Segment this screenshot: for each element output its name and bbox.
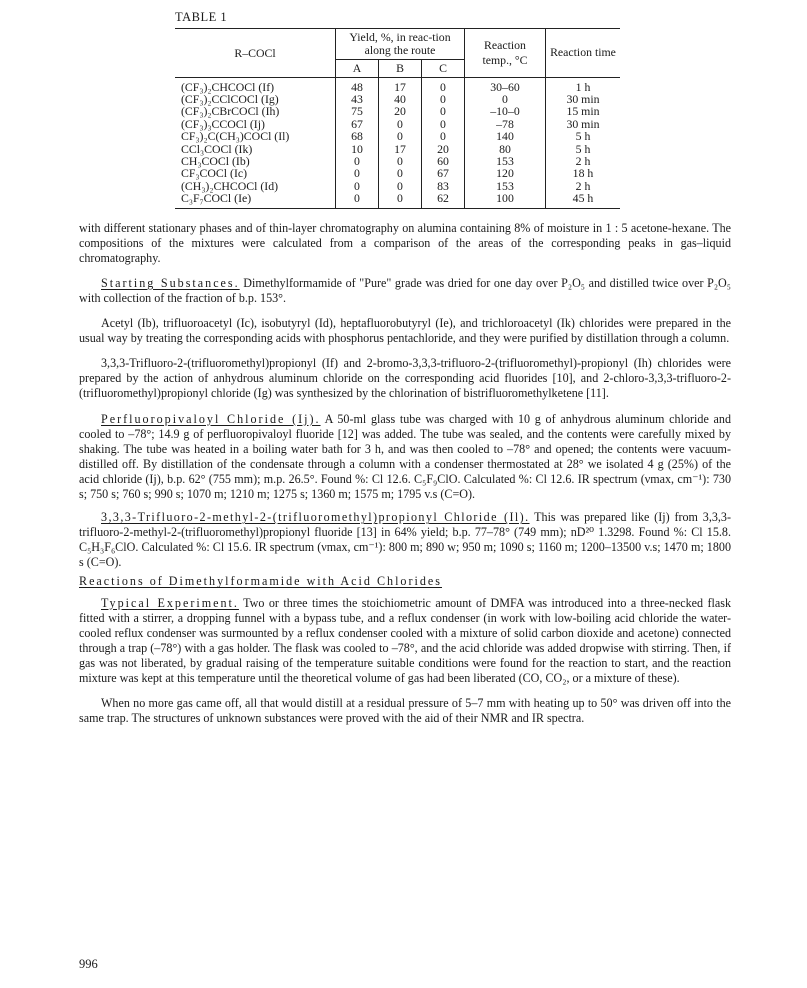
table-cell-c: 62 [422,192,465,208]
paragraph-chromatography: with different stationary phases and of thin-layer chromatography on alumina containing 8% of moisture in 1 : 5 acetone-hexane. The compositions of the mixtures were calculated from a comparison of the areas of the corresponding peaks in gas–liquid chromatography. [79,220,731,265]
page-content [79,10,731,726]
table-cell-compound: C₃F₇COCl (Ie) [175,192,336,208]
heading-starting-substances: Starting Substances. [101,275,240,290]
table-cell-c: 60 [422,155,465,167]
table-cell-b: 0 [379,130,422,142]
table-cell-temp: 100 [465,192,546,208]
paragraph-trifluoro: 3,3,3-Trifluoro-2-(trifluoromethyl)propionyl (If) and 2-bromo-3,3,3-trifluoro-2-(trifluoromethyl)-propionyl (Ih) chlorides were prepared by the action of anhydrous aluminum chloride on the corresponding acid fluorides [10], and 2-chloro-3,3,3-trifluoro-2-(trifluoromethyl)propionyl chloride (Ig) was synthesized by the chlorination of bistrifluoromethylketene [11]. [79,356,731,401]
trifluoromethyl-propionyl-body: This was prepared like (Ij) from 3,3,3-trifluoro-2-methyl-2-(trifluoromethyl)propionyl fluoride [13] in 64% yield; b.p. 77–78° (749 mm); nD²⁰ 1.3298. Found %: Cl 15.8. C₅H₃F₆ClO. Calculated %: Cl 15.6. IR spectrum (νmax, cm⁻¹): 800 m; 890 w; 950 m; 1090 s; 1160 m; 1200–13500 v.s; 1470 m; 1800 s (C=O). [79,510,731,570]
table-cell-c: 20 [422,143,465,155]
table-cell-time: 30 min [566,116,600,131]
table-row [175,77,620,93]
table-cell-a: 0 [336,180,379,192]
table-row [175,130,620,142]
table-cell-b: 0 [379,180,422,192]
table-cell-time: 5 h [575,129,591,144]
page-number: 996 [79,957,98,971]
table-cell-time: 2 h [575,178,591,193]
table-cell-temp: 120 [465,167,546,179]
table-cell-a: 0 [336,167,379,179]
table-cell-a: 68 [336,130,379,142]
table-cell-compound: CF₃)₂C(CH₃)COCl (Il) [175,130,336,142]
table-cell-c: 0 [422,105,465,117]
paragraph-typical-experiment [79,596,731,687]
table-cell-compound: CF₃COCl (Ic) [175,167,336,179]
table-cell-b: 0 [379,155,422,167]
table-cell-time: 1 h [575,79,591,94]
table-row [175,167,620,179]
table-cell-b: 17 [379,143,422,155]
table-cell-compound: CH₃COCl (Ib) [175,155,336,167]
table-cell-b: 0 [379,192,422,208]
table-cell-b: 0 [379,167,422,179]
table-cell-compound: CCl₃COCl (Ik) [175,143,336,155]
paragraph-perfluoropivaloyl [79,412,731,503]
table-cell-c: 0 [422,77,465,93]
table-cell-temp: 153 [465,180,546,192]
table-cell-compound: (CF₃)₂CBrCOCl (Ih) [175,105,336,117]
table-cell-a: 0 [336,155,379,167]
table-cell-time: 5 h [575,141,591,156]
table-cell-time: 2 h [575,153,591,168]
table-cell-temp: –10–0 [465,105,546,117]
heading-typical-experiment: Typical Experiment. [101,595,239,610]
col-header-a: A [336,60,379,77]
table-cell-a: 67 [336,118,379,130]
table-cell-b: 40 [379,93,422,105]
table-cell-c: 0 [422,118,465,130]
table-cell-temp: 140 [465,130,546,142]
data-table [175,28,620,208]
col-header-yield: Yield, %, in reac-tion along the route [336,29,465,60]
col-header-c: C [422,60,465,77]
table-cell-c: 0 [422,130,465,142]
col-header-time: Reaction time [550,45,616,60]
heading-trifluoromethyl-propionyl: 3,3,3-Trifluoro-2-methyl-2-(trifluoromethyl)propionyl Chloride (Il). [101,510,530,525]
col-header-b: B [379,60,422,77]
table-cell-compound: (CF₃)₃CCOCl (Ij) [175,118,336,130]
table-cell-temp: 0 [465,93,546,105]
table-cell-time: 45 h [572,191,594,206]
table-cell-b: 0 [379,118,422,130]
typical-experiment-body: Two or three times the stoichiometric amount of DMFA was introduced into a three-necked flask fitted with a stirrer, a dropping funnel with a bypass tube, and a reflux condenser (in work with low-boiling acid chloride the water-cooled reflux condenser was surmounted by a reflux condenser cooled with a mixture of solid carbon dioxide and acetone) connected through a trap (–78°) with a gas holder. The flask was cooled to –78°, and the acid chloride was added dropwise with stirring. Then, if gas was not liberated, by gradual raising of the temperature suitable conditions were found for the reaction to start, and the reaction mixture was kept at this temperature until the theoretical volume of gas had been liberated (CO, CO₂, or a mixture of these). [79,595,732,685]
paragraph-acetyl: Acetyl (Ib), trifluoroacetyl (Ic), isobutyryl (Id), heptafluorobutyryl (Ie), and trichloroacetyl (Ik) chlorides were prepared in the usual way by treating the corresponding acids with phosphorus pentachloride, and they were purified by distillation through a column. [79,316,731,346]
table-cell-c: 67 [422,167,465,179]
section-heading-reactions: Reactions of Dimethylformamide with Acid Chlorides [79,574,442,589]
table-cell-temp: 30–60 [465,77,546,93]
col-header-rcocl: R–COCl [175,29,336,77]
table-cell-compound: (CF₃)₂CClCOCl (Ig) [175,93,336,105]
heading-perfluoropivaloyl: Perfluoropivaloyl Chloride (Ij). [101,411,321,426]
table-cell-time: 15 min [566,104,600,119]
starting-substances-body: Dimethylformamide of "Pure" grade was dried for one day over P₂O₅ and distilled twice over P₂O₅ with collection of the fraction of b.p. 153°. [79,275,731,305]
table-cell-c: 83 [422,180,465,192]
table-row [175,192,620,208]
table-cell-compound: (CF₃)₂CHCOCl (If) [175,77,336,93]
paragraph-final: When no more gas came off, all that would distill at a residual pressure of 5–7 mm with heating up to 50° was driven off into the same trap. The structures of unknown substances were proved with the aid of their NMR and IR spectra. [79,696,731,726]
table-row [175,105,620,117]
paragraph-trifluoromethyl-propionyl [79,510,731,570]
col-header-temp: Reaction temp., °C [465,29,546,77]
table-cell-a: 75 [336,105,379,117]
table-caption: TABLE 1 [175,10,228,24]
table-cell-temp: 80 [465,143,546,155]
table-cell-time: 30 min [566,91,600,106]
table-cell-time: 18 h [572,166,594,181]
table-cell-c: 0 [422,93,465,105]
table-cell-a: 0 [336,192,379,208]
perfluoropivaloyl-body: A 50-ml glass tube was charged with 10 g of anhydrous aluminum chloride and cooled to –78°; 14.9 g of perfluoropivaloyl fluoride [12] was added. The tube was sealed, and the contents were carefully mixed by shaking. The tube was heated in a boiling water bath for 3 h, and was then cooled to –78° and opened; the contents were vacuum-distilled off. By distillation of the condensate through a column with a condenser thermostated at 28° we isolated 4 g (25%) of the acid chloride (Ij), b.p. 62° (755 mm); m.p. 26.5°. Found %: Cl 12.6. C₅F₉ClO. Calculated %: Cl 12.6. IR spectrum (νmax, cm⁻¹): 730 s; 750 s; 760 s; 990 s; 1070 m; 1210 m; 1275 s; 1360 m; 1575 m; 1795 v.s (C=O). [79,411,731,501]
table-cell-a: 48 [336,77,379,93]
table-cell-compound: (CH₃)₂CHCOCl (Id) [175,180,336,192]
table-cell-temp: 153 [465,155,546,167]
table-cell-a: 10 [336,143,379,155]
table-cell-b: 20 [379,105,422,117]
table-cell-b: 17 [379,77,422,93]
table-cell-temp: –78 [465,118,546,130]
table-cell-a: 43 [336,93,379,105]
paragraph-starting-substances [79,276,731,306]
